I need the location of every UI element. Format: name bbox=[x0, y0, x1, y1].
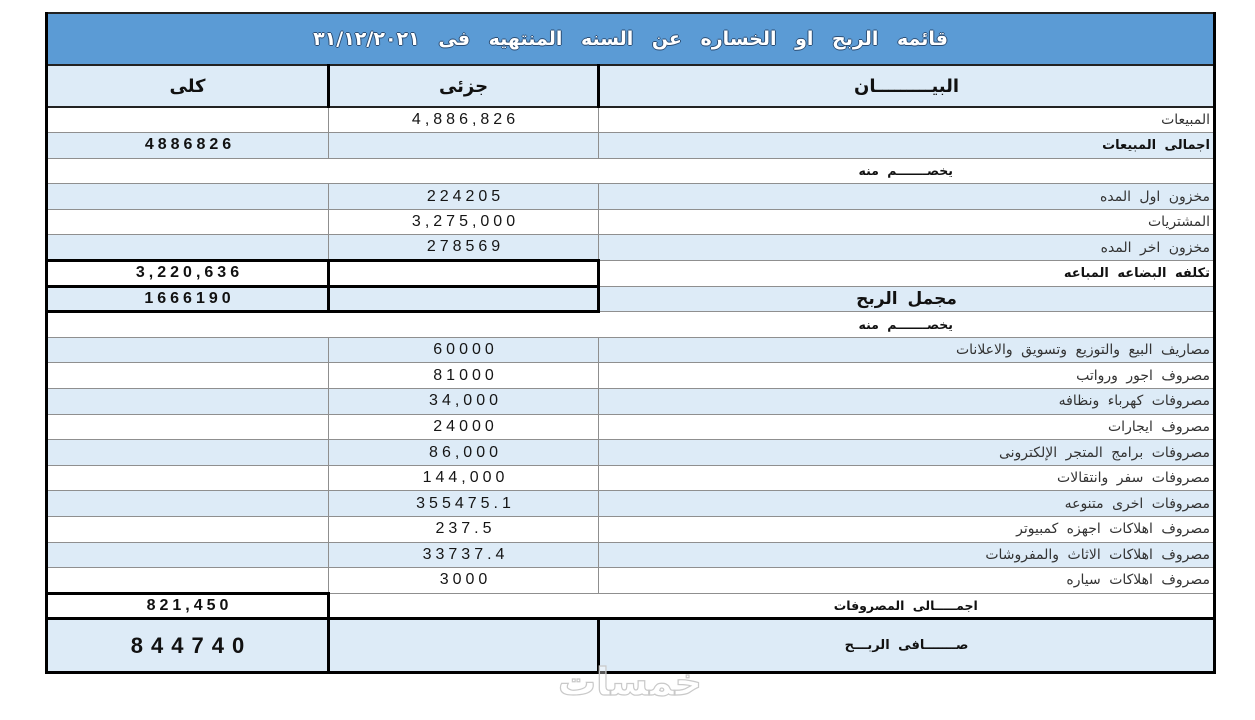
row-partial-value: 278569 bbox=[329, 235, 599, 261]
table-row-expense bbox=[47, 568, 1215, 594]
row-label: مصروفات سفر وانتقالات bbox=[599, 465, 1215, 491]
table-row-total-sales bbox=[47, 133, 1215, 159]
row-label: مصروف اهلاكات الاثاث والمفروشات bbox=[599, 542, 1215, 568]
row-total-value bbox=[47, 235, 329, 261]
table-row-expense bbox=[47, 465, 1215, 491]
row-label: مصروفات برامج المتجر الإلكترونى bbox=[599, 440, 1215, 466]
table-row-expense bbox=[47, 542, 1215, 568]
column-header-partial: جزئى bbox=[329, 65, 599, 107]
row-total-value bbox=[47, 107, 329, 133]
row-partial-value bbox=[329, 286, 599, 312]
row-total-value bbox=[47, 440, 329, 466]
table-row-opening-inventory bbox=[47, 184, 1215, 210]
table-row-deduct-heading bbox=[47, 312, 1215, 338]
row-total-value bbox=[47, 184, 329, 210]
table-row-gross-profit bbox=[47, 286, 1215, 312]
row-label: مصروفات اخرى متنوعه bbox=[599, 491, 1215, 517]
title-bar bbox=[47, 13, 1215, 65]
row-partial-value: 4,886,826 bbox=[329, 107, 599, 133]
row-partial-value: 60000 bbox=[329, 337, 599, 363]
table-row-expense bbox=[47, 440, 1215, 466]
row-label: مصروف اجور ورواتب bbox=[599, 363, 1215, 389]
table-row-expense bbox=[47, 337, 1215, 363]
row-total-value bbox=[47, 389, 329, 415]
row-label: مصروف اهلاكات اجهزه كمبيوتر bbox=[599, 517, 1215, 543]
row-partial-value: 24000 bbox=[329, 414, 599, 440]
row-partial-value: 144,000 bbox=[329, 465, 599, 491]
table-row-expense bbox=[47, 389, 1215, 415]
row-label: تكلفه البضاعه المباعه bbox=[599, 261, 1215, 287]
table-row-sales bbox=[47, 107, 1215, 133]
row-label: مخزون اخر المده bbox=[599, 235, 1215, 261]
table-row-expense bbox=[47, 491, 1215, 517]
statement-title: قائمه الربح او الخساره عن السنه المنتهيه فى ٣١/١٢/٢٠٢١ bbox=[47, 13, 1215, 65]
income-statement-table bbox=[45, 12, 1216, 674]
row-total-value: 4886826 bbox=[47, 133, 329, 159]
row-partial-value: 3000 bbox=[329, 568, 599, 594]
column-header-description: البيـــــــــان bbox=[599, 65, 1215, 107]
table-row-total-expenses bbox=[47, 593, 1215, 619]
row-label: المشتريات bbox=[599, 209, 1215, 235]
row-partial-value: 355475.1 bbox=[329, 491, 599, 517]
row-total-value bbox=[47, 517, 329, 543]
row-partial-value bbox=[329, 619, 599, 673]
row-partial-value: 224205 bbox=[329, 184, 599, 210]
row-partial-value bbox=[329, 312, 599, 338]
row-label: مصروفات كهرباء ونظافه bbox=[599, 389, 1215, 415]
row-label: مصروف اهلاكات سياره bbox=[599, 568, 1215, 594]
row-total-value bbox=[47, 337, 329, 363]
row-total-value bbox=[47, 465, 329, 491]
table-row-closing-inventory bbox=[47, 235, 1215, 261]
row-total-value: 3,220,636 bbox=[47, 261, 329, 287]
table-row-deduct-heading bbox=[47, 158, 1215, 184]
row-label: مخزون اول المده bbox=[599, 184, 1215, 210]
row-label: مصاريف البيع والتوزيع وتسويق والاعلانات bbox=[599, 337, 1215, 363]
row-total-value: 1666190 bbox=[47, 286, 329, 312]
row-partial-value: 34,000 bbox=[329, 389, 599, 415]
row-total-value bbox=[47, 363, 329, 389]
table-row-expense bbox=[47, 517, 1215, 543]
row-total-value bbox=[47, 312, 329, 338]
row-total-value bbox=[47, 568, 329, 594]
row-partial-value: 81000 bbox=[329, 363, 599, 389]
column-header-total: كلى bbox=[47, 65, 329, 107]
row-total-value bbox=[47, 542, 329, 568]
row-label: يخصـــــــم منه bbox=[599, 312, 1215, 338]
table-row-cost-of-goods-sold bbox=[47, 261, 1215, 287]
table-row-expense bbox=[47, 363, 1215, 389]
row-total-value bbox=[47, 158, 329, 184]
row-label: اجمالى المبيعات bbox=[599, 133, 1215, 159]
row-partial-value: 237.5 bbox=[329, 517, 599, 543]
row-total-value bbox=[47, 414, 329, 440]
row-partial-value bbox=[329, 261, 599, 287]
row-label: صـــــــافى الربـــح bbox=[599, 619, 1215, 673]
column-header-row bbox=[47, 65, 1215, 107]
table-row-net-profit bbox=[47, 619, 1215, 673]
watermark-logo: خمسات bbox=[558, 660, 702, 704]
row-label: مجمل الربح bbox=[599, 286, 1215, 312]
row-partial-value bbox=[329, 133, 599, 159]
row-total-value bbox=[47, 209, 329, 235]
row-partial-value: 3,275,000 bbox=[329, 209, 599, 235]
row-label: يخصـــــــم منه bbox=[599, 158, 1215, 184]
row-total-value bbox=[47, 491, 329, 517]
row-total-value: 821,450 bbox=[47, 593, 329, 619]
row-partial-value: 33737.4 bbox=[329, 542, 599, 568]
row-label: المبيعات bbox=[599, 107, 1215, 133]
row-label: اجمـــــالى المصروفات bbox=[599, 593, 1215, 619]
row-partial-value bbox=[329, 593, 599, 619]
table-row-purchases bbox=[47, 209, 1215, 235]
row-label: مصروف ايجارات bbox=[599, 414, 1215, 440]
table-row-expense bbox=[47, 414, 1215, 440]
row-partial-value: 86,000 bbox=[329, 440, 599, 466]
row-partial-value bbox=[329, 158, 599, 184]
row-total-value: 844740 bbox=[47, 619, 329, 673]
